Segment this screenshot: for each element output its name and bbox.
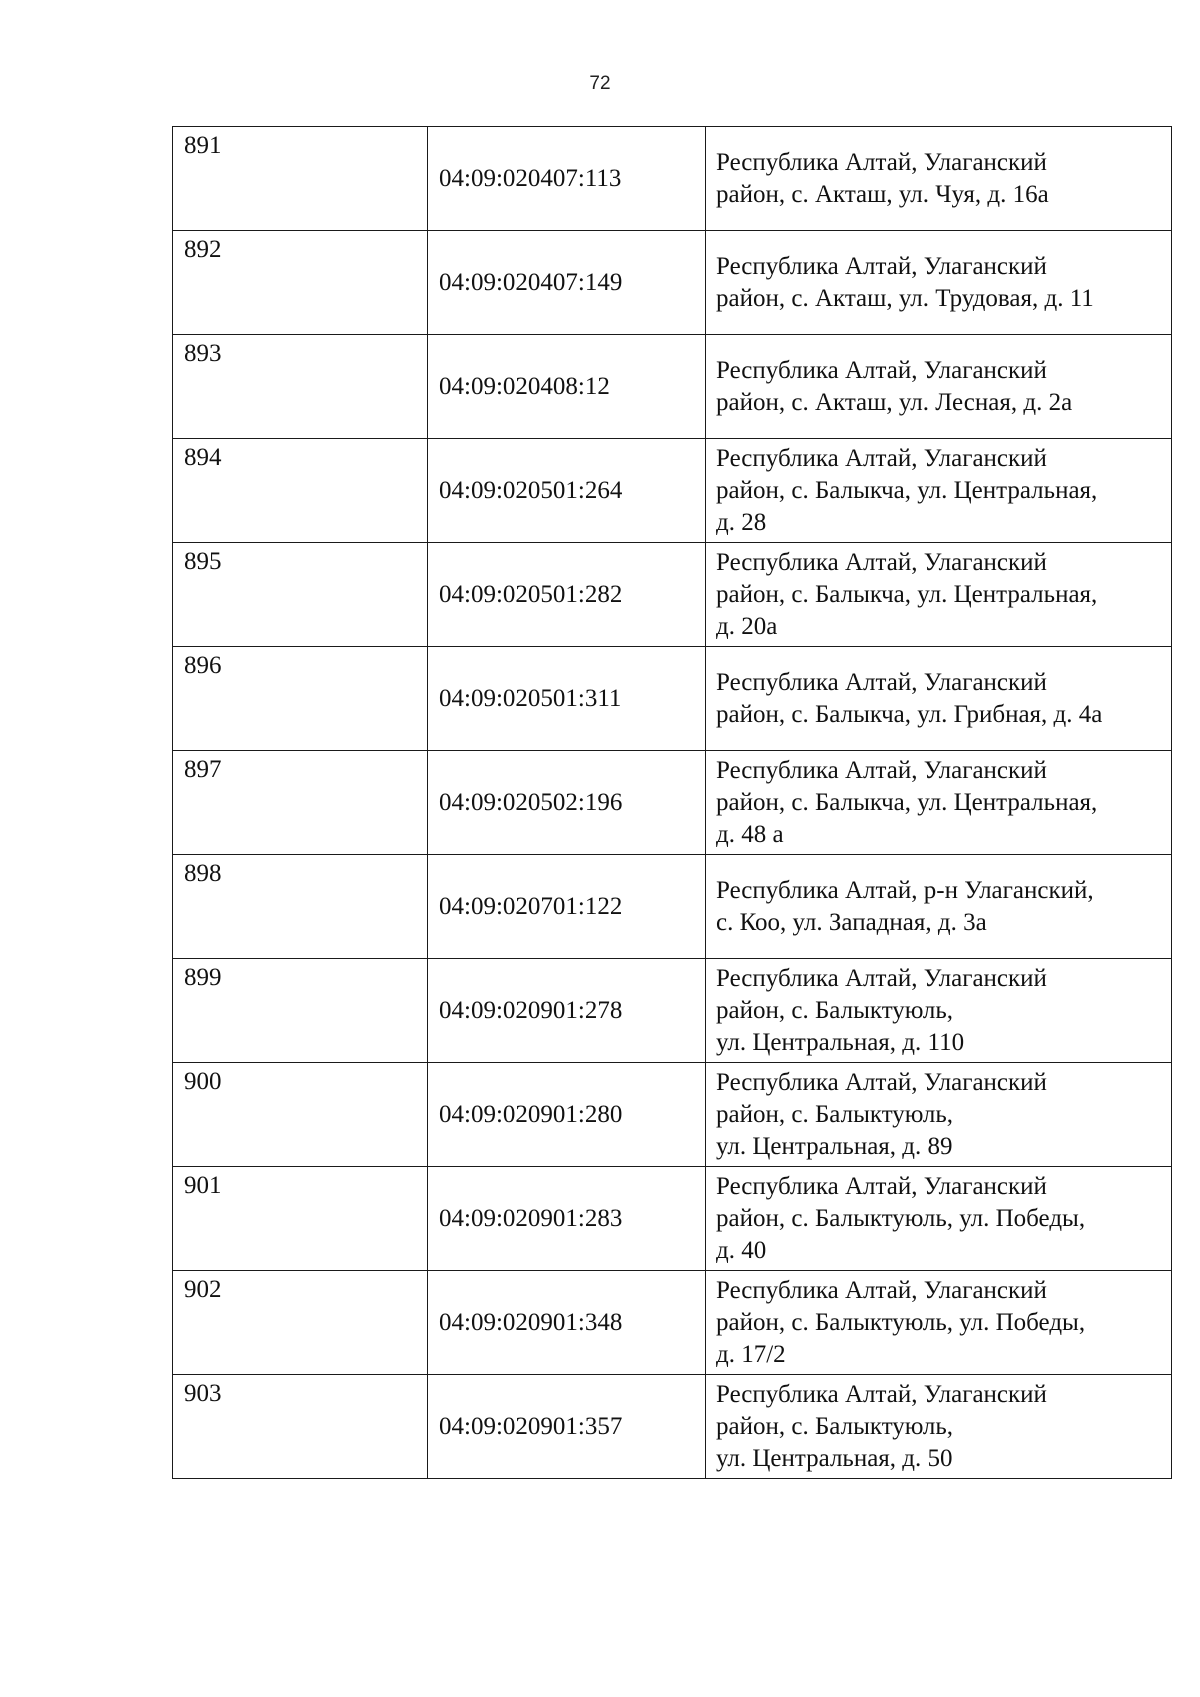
cadastral-number-cell: 04:09:020501:311 <box>428 647 706 751</box>
address-cell <box>706 127 1172 231</box>
address-cell <box>706 439 1172 543</box>
address-line: район, с. Балыктуюль, <box>716 996 953 1024</box>
cadastral-number-cell: 04:09:020501:264 <box>428 439 706 543</box>
address-line: район, с. Акташ, ул. Чуя, д. 16а <box>716 180 1049 208</box>
cadastral-number-cell: 04:09:020901:348 <box>428 1271 706 1375</box>
registry-table-body <box>173 127 1172 1479</box>
row-number-cell: 900 <box>173 1063 428 1167</box>
address-line: Республика Алтай, Улаганский <box>716 1276 1047 1304</box>
row-number-cell: 895 <box>173 543 428 647</box>
row-number-cell: 897 <box>173 751 428 855</box>
address-line: д. 17/2 <box>716 1340 786 1368</box>
cadastral-number-cell: 04:09:020901:357 <box>428 1375 706 1479</box>
address-line: д. 28 <box>716 508 767 536</box>
address-line: Республика Алтай, Улаганский <box>716 148 1047 176</box>
row-number-cell: 892 <box>173 231 428 335</box>
address-line: район, с. Балыктуюль, ул. Победы, <box>716 1308 1086 1336</box>
row-number-cell: 898 <box>173 855 428 959</box>
address-line: Республика Алтай, р-н Улаганский, <box>716 876 1094 904</box>
cadastral-number-cell: 04:09:020407:149 <box>428 231 706 335</box>
table-row <box>173 543 1172 647</box>
table-row <box>173 1271 1172 1375</box>
property-registry-table <box>172 126 1172 1479</box>
row-number-cell: 901 <box>173 1167 428 1271</box>
cadastral-number-cell: 04:09:020502:196 <box>428 751 706 855</box>
address-line: Республика Алтай, Улаганский <box>716 252 1047 280</box>
row-number-cell: 903 <box>173 1375 428 1479</box>
address-line: Республика Алтай, Улаганский <box>716 756 1047 784</box>
cadastral-number-cell: 04:09:020501:282 <box>428 543 706 647</box>
address-line: Республика Алтай, Улаганский <box>716 548 1047 576</box>
address-line: с. Коо, ул. Западная, д. 3а <box>716 908 987 936</box>
address-line: район, с. Балыкча, ул. Грибная, д. 4а <box>716 700 1103 728</box>
address-line: ул. Центральная, д. 50 <box>716 1444 953 1472</box>
table-row <box>173 647 1172 751</box>
table-row <box>173 959 1172 1063</box>
address-line: Республика Алтай, Улаганский <box>716 1068 1047 1096</box>
address-line: район, с. Балыкча, ул. Центральная, <box>716 788 1098 816</box>
row-number-cell: 893 <box>173 335 428 439</box>
cadastral-number-cell: 04:09:020901:283 <box>428 1167 706 1271</box>
row-number-cell: 891 <box>173 127 428 231</box>
cadastral-number-cell: 04:09:020408:12 <box>428 335 706 439</box>
address-cell <box>706 959 1172 1063</box>
address-line: ул. Центральная, д. 110 <box>716 1028 965 1056</box>
cadastral-number-cell: 04:09:020407:113 <box>428 127 706 231</box>
address-line: Республика Алтай, Улаганский <box>716 356 1047 384</box>
address-line: район, с. Балыкча, ул. Центральная, <box>716 580 1098 608</box>
address-cell <box>706 647 1172 751</box>
address-line: д. 20а <box>716 612 778 640</box>
address-line: Республика Алтай, Улаганский <box>716 1380 1047 1408</box>
address-cell <box>706 751 1172 855</box>
table-row <box>173 855 1172 959</box>
table-row <box>173 231 1172 335</box>
address-cell <box>706 335 1172 439</box>
table-row <box>173 439 1172 543</box>
address-line: Республика Алтай, Улаганский <box>716 964 1047 992</box>
address-line: Республика Алтай, Улаганский <box>716 444 1047 472</box>
row-number-cell: 899 <box>173 959 428 1063</box>
address-cell <box>706 231 1172 335</box>
table-row <box>173 1375 1172 1479</box>
address-line: д. 40 <box>716 1236 767 1264</box>
address-line: район, с. Балыкча, ул. Центральная, <box>716 476 1098 504</box>
row-number-cell: 896 <box>173 647 428 751</box>
address-line: район, с. Акташ, ул. Трудовая, д. 11 <box>716 284 1094 312</box>
address-cell <box>706 1063 1172 1167</box>
table-row <box>173 335 1172 439</box>
row-number-cell: 902 <box>173 1271 428 1375</box>
cadastral-number-cell: 04:09:020901:278 <box>428 959 706 1063</box>
address-cell <box>706 543 1172 647</box>
table-row <box>173 127 1172 231</box>
address-cell <box>706 1375 1172 1479</box>
address-line: район, с. Акташ, ул. Лесная, д. 2а <box>716 388 1073 416</box>
address-line: д. 48 а <box>716 820 784 848</box>
address-line: район, с. Балыктуюль, ул. Победы, <box>716 1204 1086 1232</box>
table-row <box>173 1063 1172 1167</box>
table-row <box>173 751 1172 855</box>
address-line: Республика Алтай, Улаганский <box>716 668 1047 696</box>
table-row <box>173 1167 1172 1271</box>
row-number-cell: 894 <box>173 439 428 543</box>
address-cell <box>706 1271 1172 1375</box>
page-number: 72 <box>589 73 611 94</box>
address-line: район, с. Балыктуюль, <box>716 1412 953 1440</box>
address-cell <box>706 1167 1172 1271</box>
address-line: район, с. Балыктуюль, <box>716 1100 953 1128</box>
address-line: ул. Центральная, д. 89 <box>716 1132 953 1160</box>
cadastral-number-cell: 04:09:020701:122 <box>428 855 706 959</box>
address-cell <box>706 855 1172 959</box>
address-line: Республика Алтай, Улаганский <box>716 1172 1047 1200</box>
cadastral-number-cell: 04:09:020901:280 <box>428 1063 706 1167</box>
